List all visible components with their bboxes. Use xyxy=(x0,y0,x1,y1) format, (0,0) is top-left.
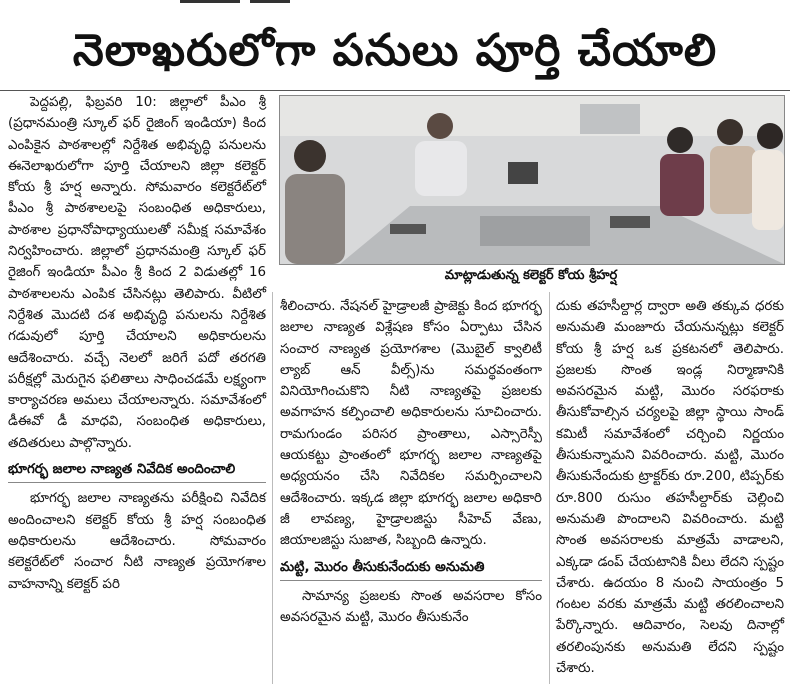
col1-subheading: భూగర్భ జలాల నాణ్యత నివేదిక అందించాలి xyxy=(8,459,266,483)
headline-rule xyxy=(0,90,790,91)
column-2 xyxy=(280,296,542,628)
column-divider-1 xyxy=(272,292,273,684)
column-divider-2 xyxy=(549,292,550,684)
col1-paragraph-1: పెద్దపల్లి, ఫిబ్రవరి 10: జిల్లాలో పీఎం శ్రీ (ప్రధానమంత్రి స్కూల్ ఫర్ రైజింగ్ ఇండియా) కింద ఎంపికైన పాఠశాలల్లో నిర్దేశిత అభివృద్ధి పనులను ఈనెలాఖరులోగా పూర్తి చేయాలని జిల్లా కలెక్టర్ కోయ శ్రీ హర్ష అన్నారు. సోమవారం కలెక్టరేట్‌లో పీఎం శ్రీ పాఠశాలలపై సంబంధిత అధికారులు, పాఠశాల ప్రధానోపాధ్యాయులతో సమీక్ష సమావేశం నిర్వహించారు. జిల్లాలో ప్రధానమంత్రి స్కూల్ ఫర్ రైజింగ్ ఇండియా పీఎం శ్రీ కింద 2 విడుతల్లో 16 పాఠశాలలను ఎంపిక చేసినట్లు తెలిపారు. వీటిలో నిర్దేశిత మొదటి దశ అభివృద్ధి పనులను నిర్దేశిత గడువులో పూర్తి చేయాలని అధికారులను ఆదేశించారు. వచ్చే నెలలో జరిగే పదో తరగతి పరీక్షల్లో మెరుగైన ఫలితాలు సాధించడమే లక్ష్యంగా కార్యాచరణ అమలు చేయాలన్నారు. సమావేశంలో డీఈవో డీ మాధవి, సంబంధిత అధికారులు, తదితరులు పాల్గొన్నారు. xyxy=(8,95,266,451)
col3-paragraph-1: దుకు తహసీల్దార్ల ద్వారా అతి తక్కువ ధరకు అనుమతి మంజూరు చేయనున్నట్లు కలెక్టర్ కోయ శ్రీ హర్ష ఒక ప్రకటనలో తెలిపారు. ప్రజలకు సొంత ఇండ్ల నిర్మాణానికి అవసరమైన మట్టి, మొరం సరఫరాకు తీసుకోవాల్సిన చర్యలపై జిల్లా స్థాయి సాండ్ కమిటీ సమావేశంలో చర్చించి నిర్ణయం తీసుకున్నామని వివరించారు. మట్టి, మొరం తీసుకునేందుకు ట్రాక్టర్‌కు రూ.200, టిప్పర్‌కు రూ.800 రుసుం తహసీల్దార్‌కు చెల్లించి అనుమతి పొందాలని వివరించారు. మట్టి సొంత అవసరాలకు మాత్రమే వాడాలని, ఎక్కడా డంప్ చేయటానికి వీలు లేదని స్పష్టం చేశారు. ఉదయం 8 నుంచి సాయంత్రం 5 గంటల వరకు మాత్రమే మట్టి తరలించాలని పేర్కొన్నారు. ఆదివారం, సెలవు దినాల్లో తరలింపునకు అనుమతి లేదని స్పష్టం చేశారు. xyxy=(556,299,784,677)
news-photo xyxy=(279,95,785,265)
col1-paragraph-2: భూగర్భ జలాల నాణ్యతను పరీక్షించి నివేదిక అందించాలని కలెక్టర్ కోయ శ్రీ హర్ష సంబంధిత అధికారులను ఆదేశించారు. సోమవారం కలెక్టరేట్‌లో సంచార నీటి నాణ్యత ప్రయోగశాల వాహనాన్ని కలెక్టర్ పరి xyxy=(8,491,266,592)
meeting-photo-image xyxy=(280,96,784,264)
photo-caption: మాట్లాడుతున్న కలెక్టర్ కోయ శ్రీహర్ష xyxy=(444,268,618,283)
headline: నెలాఖరులోగా పనులు పూర్తి చేయాలి xyxy=(72,25,718,76)
column-3 xyxy=(556,296,784,679)
column-1 xyxy=(8,92,266,595)
col2-subheading: మట్టి, మొరం తీసుకునేందుకు అనుమతి xyxy=(280,557,542,581)
top-strip xyxy=(0,0,790,8)
col2-paragraph-1: శీలించారు. నేషనల్ హైడ్రాలజీ ప్రాజెక్టు కింద భూగర్భ జలాల నాణ్యత విశ్లేషణ కోసం ఏర్పాటు చేసిన సంచార నాణ్యత ప్రయోగశాల (మొబైల్ క్వాలిటీ ల్యాబ్ ఆన్ వీల్స్)ను సమర్థవంతంగా వినియోగించుకొని నీటి నాణ్యతపై ప్రజలకు అవగాహన కల్పించాలి అధికారులను సూచించారు. రామగుండం పరిసర ప్రాంతాలు, ఎస్సారెస్పీ ఆయకట్టు ప్రాంతంలో భూగర్భ జలాల నాణ్యతపై అధ్యయనం చేసి నివేదికల సమర్పించాలని ఆదేశించారు. ఇక్కడ జిల్లా భూగర్భ జలాల అధికారి జీ లావణ్య, హైడ్రాలజిస్టు సీహెచ్ వేణు, జియాలజిస్టు సుజాత, సిబ్బంది ఉన్నారు. xyxy=(280,299,542,549)
col2-paragraph-2: సామాన్య ప్రజలకు సొంత అవసరాల కోసం అవసరమైన మట్టి, మొరం తీసుకునేం xyxy=(280,588,542,626)
